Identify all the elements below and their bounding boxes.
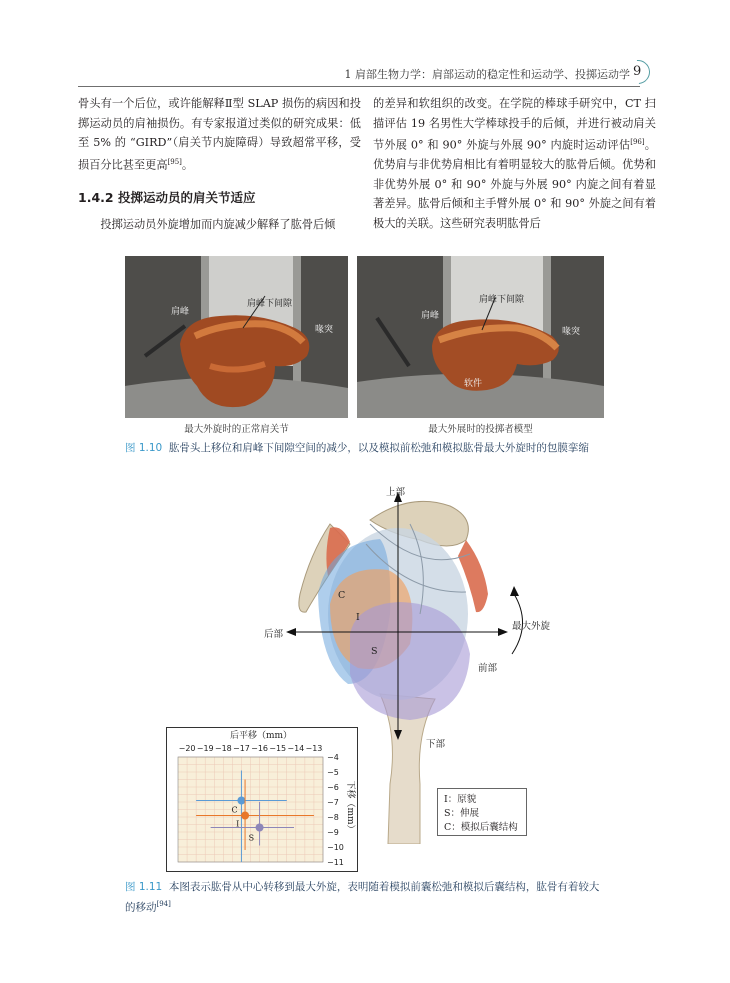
series-i-label: I bbox=[236, 819, 240, 829]
y-tick-label: −7 bbox=[327, 798, 339, 807]
series-c-point bbox=[237, 797, 245, 805]
running-title: 1 肩部生物力学：肩部运动的稳定性和运动学、投掷运动学 bbox=[344, 68, 630, 81]
y-tick-label: −4 bbox=[327, 753, 339, 762]
photo-caption-left: 最大外旋时的正常肩关节 bbox=[184, 424, 289, 435]
right-column-body-a: 的差异和软组织的改变。在学院的棒球手研究中，CT 扫描评估 19 名男性大学棒球投手的后倾，并进行被动肩关节外展 0° 和 90° 外旋与外展 90° 内旋时运动评估 bbox=[373, 97, 656, 152]
right-column-text bbox=[373, 94, 656, 233]
x-tick-label: −19 bbox=[196, 744, 214, 753]
photo-normal-shoulder bbox=[125, 256, 348, 418]
figure-1-10-caption bbox=[125, 440, 665, 457]
photo-thrower-model bbox=[357, 256, 604, 418]
y-tick-label: −8 bbox=[327, 813, 339, 822]
figure-caption-text: 肱骨头上移位和肩峰下间隙空间的减少，以及模拟前松弛和模拟肱骨最大外旋时的包膜挛缩 bbox=[168, 442, 589, 454]
label-posterior: 后部 bbox=[264, 629, 284, 640]
label-coracoid: 喙突 bbox=[315, 325, 334, 335]
citation: [95] bbox=[167, 157, 182, 166]
label-max-external-rotation: 最大外旋 bbox=[512, 621, 551, 632]
figure-caption-text-a: 本图表示肱骨从中心转移到最大外旋，表明随着模拟前囊松弛和模拟后囊结构，肱骨有着较大 bbox=[168, 881, 600, 893]
photo-caption-right: 最大外展时的投掷者模型 bbox=[428, 424, 533, 435]
y-tick-label: −9 bbox=[327, 828, 339, 837]
y-tick-label: −5 bbox=[327, 768, 339, 777]
legend-c: C：模拟后囊结构 bbox=[444, 822, 518, 833]
section-paragraph: 投掷运动员外旋增加而内旋减少解释了肱骨后倾 bbox=[100, 218, 336, 231]
series-i-point bbox=[241, 812, 249, 820]
citation: [94] bbox=[156, 900, 171, 908]
label-anterior: 前部 bbox=[478, 663, 498, 674]
x-tick-label: −16 bbox=[251, 744, 269, 753]
label-subacromial-space: 肩峰下间隙 bbox=[247, 299, 293, 309]
photo-thrower-model-illustration bbox=[357, 256, 604, 418]
series-s-point bbox=[256, 824, 264, 832]
x-tick-label: −20 bbox=[178, 744, 196, 753]
marker-s: S bbox=[371, 646, 378, 657]
left-column-text bbox=[78, 94, 361, 175]
x-tick-label: −17 bbox=[232, 744, 250, 753]
marker-i: I bbox=[356, 612, 360, 623]
legend-s: S：伸展 bbox=[444, 808, 480, 819]
figure-label: 图 1.11 bbox=[125, 881, 163, 893]
inset-chart bbox=[166, 727, 356, 870]
marker-c: C bbox=[338, 590, 346, 601]
label-superior: 上部 bbox=[386, 487, 406, 498]
section-title: 1.4.2 投掷运动员的肩关节适应 bbox=[78, 190, 256, 205]
series-s-label: S bbox=[248, 833, 255, 843]
x-tick-label: −13 bbox=[305, 744, 323, 753]
label-acromion: 肩峰 bbox=[171, 307, 190, 317]
legend-i: I：原貌 bbox=[444, 794, 477, 805]
right-column-body-b: 。优势肩与非优势肩相比有着明显较大的肱骨后倾。优势和非优势外展 0° 和 90° 外旋与外展 90° 内旋之间有着显著差异。肱骨后倾和主手臂外展 0° 和 90° 外旋之间有着极大的关联。这些研究表明肱骨后 bbox=[373, 138, 656, 230]
label-soft-tissue: 软件 bbox=[464, 379, 483, 389]
label-inferior: 下部 bbox=[426, 739, 446, 750]
y-tick-label: −6 bbox=[327, 783, 339, 792]
label-acromion: 肩峰 bbox=[421, 311, 440, 321]
page-number: 9 bbox=[633, 64, 642, 79]
x-axis-title: 后平移（mm） bbox=[229, 731, 293, 741]
y-axis-title: 下移（mm） bbox=[345, 780, 355, 834]
y-tick-label: −10 bbox=[327, 843, 344, 852]
y-tick-label: −11 bbox=[327, 858, 344, 867]
citation: [96] bbox=[630, 138, 645, 146]
series-c-label: C bbox=[231, 805, 238, 815]
header-rule bbox=[78, 86, 640, 87]
legend-box bbox=[437, 788, 527, 836]
x-tick-label: −15 bbox=[269, 744, 287, 753]
figure-caption-text-b: 的移动 bbox=[125, 901, 157, 914]
left-column-end: 。 bbox=[181, 158, 194, 172]
figure-label: 图 1.10 bbox=[125, 442, 163, 454]
photo-normal-shoulder-illustration bbox=[125, 256, 348, 418]
label-subacromial-space: 肩峰下间隙 bbox=[479, 295, 525, 305]
x-tick-label: −14 bbox=[287, 744, 305, 753]
left-column-body: 骨头有一个后位，或许能解释Ⅱ型 SLAP 损伤的病因和投掷运动员的肩袖损伤。有专家报道过类似的研究成果：低至 5% 的 “GIRD”（肩关节内旋障碍）导致超常平移，受损百分比甚至更高 bbox=[78, 97, 361, 172]
figure-1-11-caption bbox=[125, 879, 645, 917]
label-coracoid: 喙突 bbox=[562, 327, 581, 337]
x-tick-label: −18 bbox=[214, 744, 232, 753]
